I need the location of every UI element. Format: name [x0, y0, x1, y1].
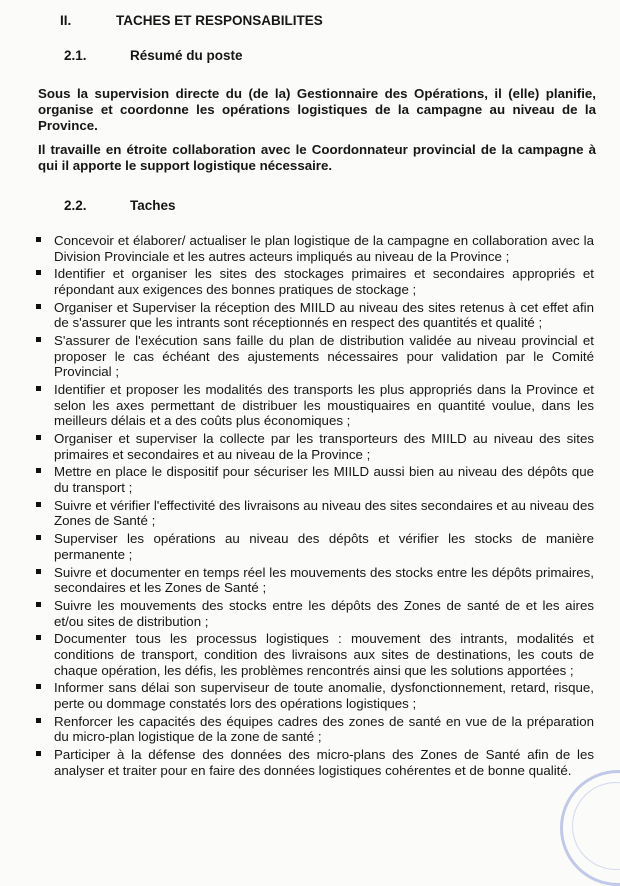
task-item — [0, 714, 620, 745]
subsection-heading-taches — [64, 198, 176, 213]
task-item — [0, 431, 620, 462]
task-text: Suivre et vérifier l'effectivité des livraisons au niveau des sites secondaires et au niveau des Zones de Santé ; — [54, 497, 594, 529]
bullet-icon — [36, 468, 41, 473]
task-text: Suivre et documenter en temps réel les mouvements des stocks entre les dépôts primaires, secondaires et les Zones de Santé ; — [54, 564, 594, 596]
bullet-icon — [36, 237, 41, 242]
task-item — [0, 631, 620, 678]
subsection-title: Taches — [130, 198, 176, 213]
task-text: Participer à la défense des données des micro-plans des Zones de Santé afin de les analyser et traiter pour en faire des données logistiques cohérentes et de bonne qualité. — [54, 747, 594, 778]
task-text: Documenter tous les processus logistiques : mouvement des intrants, modalités et conditions de transport, condition des livraisons aux sites de destinations, les couts de chaque opération, les défis, les problèmes rencontrés ainsi que les solutions apportées ; — [54, 631, 594, 678]
task-item — [0, 382, 620, 429]
section-title: TACHES ET RESPONSABILITES — [116, 13, 323, 28]
bullet-icon — [36, 569, 41, 574]
bullet-icon — [36, 270, 41, 275]
bullet-icon — [36, 386, 41, 391]
bullet-icon — [36, 304, 41, 309]
subsection-heading-resume — [64, 48, 243, 63]
task-text: Identifier et organiser les sites des stockages primaires et secondaires appropriés et répondant aux exigences des bonnes pratiques de stockage ; — [54, 266, 594, 297]
section-number: II. — [60, 13, 72, 28]
bullet-icon — [36, 751, 41, 756]
task-text: Identifier et proposer les modalités des transports les plus appropriés dans la Province et selon les axes permettant de distribuer les moustiquaires en quantité voulue, dans les meilleurs délais et a des coûts plus économiques ; — [54, 382, 594, 429]
task-item — [0, 464, 620, 495]
task-item — [0, 598, 620, 629]
section-heading — [60, 13, 323, 28]
task-text: Renforcer les capacités des équipes cadres des zones de santé en vue de la préparation du micro-plan logistique de la zone de santé ; — [54, 713, 594, 745]
task-text: Suivre les mouvements des stocks entre les dépôts des Zones de santé de et les aires et/ou sites de distribution ; — [54, 597, 594, 629]
task-item — [0, 233, 620, 264]
subsection-number: 2.2. — [64, 198, 87, 213]
task-item — [0, 498, 620, 529]
subsection-number: 2.1. — [64, 48, 87, 63]
bullet-icon — [36, 502, 41, 507]
bullet-icon — [36, 635, 41, 640]
task-text: Organiser et Superviser la réception des MIILD au niveau des sites retenus à cet effet afin de s'assurer que les intrants sont réceptionnés en respect des quantités et qualité ; — [54, 299, 594, 331]
task-item — [0, 747, 620, 778]
bullet-icon — [36, 602, 41, 607]
task-text: S'assurer de l'exécution sans faille du plan de distribution validée au niveau provincial et proposer le cas échéant des ajustements nécessaires pour validation par le Comité Provincial ; — [54, 333, 594, 380]
task-text: Informer sans délai son superviseur de toute anomalie, dysfonctionnement, retard, risque, perte ou dommage constatés lors des opérations logistiques ; — [54, 680, 594, 711]
bullet-icon — [36, 684, 41, 689]
bullet-icon — [36, 337, 41, 342]
task-text: Superviser les opérations au niveau des dépôts et vérifier les stocks de manière permanente ; — [54, 531, 594, 562]
task-item — [0, 266, 620, 297]
task-item — [0, 333, 620, 380]
task-list — [0, 233, 620, 780]
task-item — [0, 680, 620, 711]
subsection-title: Résumé du poste — [130, 48, 243, 63]
bullet-icon — [36, 718, 41, 723]
resume-paragraph-2: Il travaille en étroite collaboration avec le Coordonnateur provincial de la campagne à qui il apporte le support logistique nécessaire. — [38, 142, 596, 173]
bullet-icon — [36, 535, 41, 540]
task-item — [0, 531, 620, 562]
task-item — [0, 565, 620, 596]
bullet-icon — [36, 435, 41, 440]
task-item — [0, 300, 620, 331]
task-text: Organiser et superviser la collecte par les transporteurs des MIILD au niveau des sites primaires et secondaires et au niveau de la Province ; — [54, 431, 594, 462]
task-text: Concevoir et élaborer/ actualiser le plan logistique de la campagne en collaboration avec la Division Provinciale et les autres acteurs impliqués au niveau de la Province ; — [54, 233, 594, 264]
resume-paragraph-1: Sous la supervision directe du (de la) Gestionnaire des Opérations, il (elle) planifie, organise et coordonne les opérations logistiques de la campagne au niveau de la Province. — [38, 86, 596, 133]
task-text: Mettre en place le dispositif pour sécuriser les MIILD aussi bien au niveau des dépôts que du transport ; — [54, 464, 594, 496]
